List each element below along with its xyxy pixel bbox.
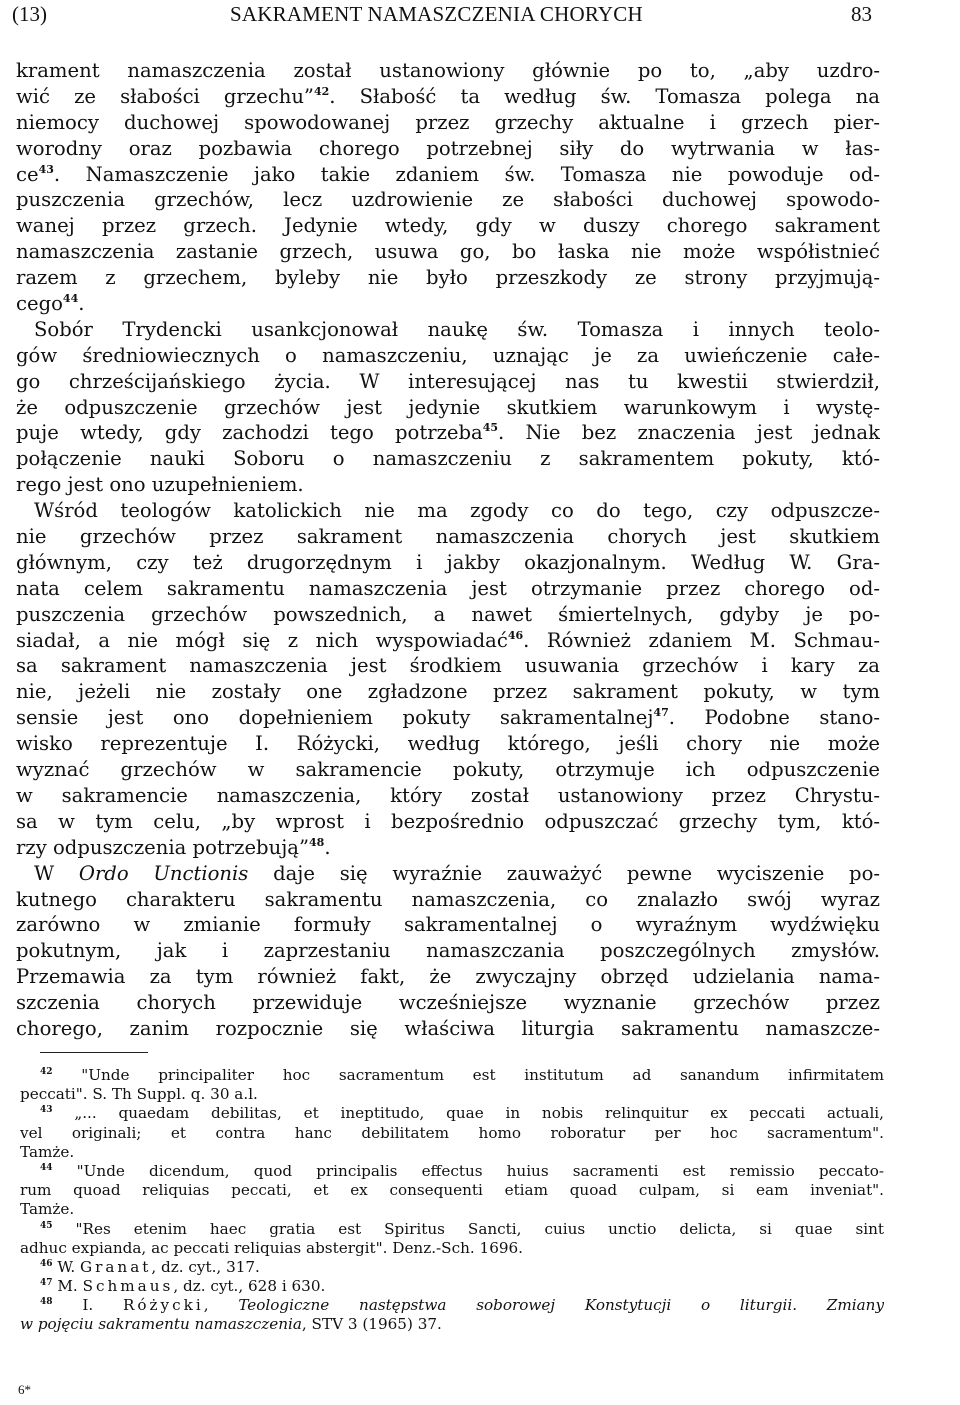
text-line: namaszczenia zastanie grzech, usuwa go, bo łaska nie może współistnieć xyxy=(16,240,880,264)
text-line: nie, jeżeli nie zostały one zgładzone przez sakrament pokuty, w tym xyxy=(16,680,880,704)
footnote-number: 42 xyxy=(40,1067,53,1077)
footnote-ref: 43 xyxy=(38,162,54,176)
author-spaced: Różycki xyxy=(122,1296,204,1315)
text-line: nie grzechów przez sakrament namaszczenia chorych jest skutkiem xyxy=(16,525,880,549)
text-line: sensie jest ono dopełnieniem pokuty sakramentalnej$^{47}$. Podobne stano- xyxy=(16,706,880,730)
text-line: głównym, czy też drugorzędnym i jakby okazjonalnym. Według W. Gra- xyxy=(16,550,880,574)
text-line: wić ze słabości grzechu”$^{42}$. Słabość ta według św. Tomasza polega na xyxy=(16,84,880,108)
text-line: go chrześcijańskiego życia. W interesującej nas tu kwestii stwierdził, xyxy=(16,369,880,393)
footnote-line: $^{47}$ M. Schmaus, dz. cyt., 628 i 630. xyxy=(40,1277,326,1296)
footnote-number: 46 xyxy=(40,1258,53,1269)
text-line: sa sakrament namaszczenia jest środkiem usuwania grzechów i kary za xyxy=(16,654,880,678)
text-line: krament namaszczenia został ustanowiony głównie po to, „aby uzdro- xyxy=(16,59,880,82)
text-line: razem z grzechem, byleby nie było przeszkody ze strony przyjmują- xyxy=(16,266,880,290)
author-spaced: Granat xyxy=(79,1257,152,1276)
text-line: zarówno w zmianie formuły sakramentalnej o wyraźnym wydźwięku xyxy=(16,913,880,937)
text-line: gów średniowiecznych o namaszczeniu, uznając je za uwieńczenie całe- xyxy=(16,343,880,367)
author-spaced: Schmaus xyxy=(82,1277,174,1296)
footnote-line: w pojęciu sakramentu namaszczenia, STV 3 (1965) 37. xyxy=(20,1315,442,1334)
text-line: w sakramencie namaszczenia, który został ustanowiony przez Chrystu- xyxy=(16,783,880,807)
text-line: puje wtedy, gdy zachodzi tego potrzeba$^{45}$. Nie bez znaczenia jest jednak xyxy=(16,421,880,445)
footnote-line: $^{48}$ I. Różycki, Teologiczne następstwa soborowej Konstytucji o liturgii. Zmiany xyxy=(40,1296,884,1315)
footnote-line: rum quoad reliquias peccati, et ex consequenti etiam quoad culpam, si eam inveniat". xyxy=(20,1181,884,1200)
text-line: sa w tym celu, „by wprost i bezpośrednio odpuszczać grzechy tym, któ- xyxy=(16,809,880,833)
text-line: szczenia chorych przewiduje wcześniejsze wyznanie grzechów przez xyxy=(16,991,880,1015)
footnote-line: $^{46}$ W. Granat, dz. cyt., 317. xyxy=(40,1257,260,1276)
footnote-separator xyxy=(40,1052,148,1053)
text-line: że odpuszczenie grzechów jest jedynie skutkiem warunkowym i wystę- xyxy=(16,395,880,419)
text-line: chorego, zanim rozpocznie się właściwa liturgia sakramentu namaszcze- xyxy=(16,1016,880,1040)
footnote-ref: 42 xyxy=(313,84,330,98)
text-line: Sobór Trydencki usankcjonował naukę św. Tomasza i innych teolo- xyxy=(34,317,880,341)
footnote-number: 43 xyxy=(40,1105,53,1116)
footnote-ref: 46 xyxy=(507,628,524,642)
text-line: W Ordo Unctionis daje się wyraźnie zauważyć pewne wyciszenie po- xyxy=(34,861,880,885)
running-header xyxy=(12,2,872,30)
footnote-ref: 45 xyxy=(482,421,499,435)
footnote-line: $^{42}$ "Unde principaliter hoc sacramentum est institutum ad sanandum infirmitatem xyxy=(40,1066,884,1084)
footnote-line: $^{44}$ "Unde dicendum, quod principalis effectus huius sacramenti est remissio peccato- xyxy=(40,1161,884,1180)
footnote-number: 45 xyxy=(40,1220,53,1231)
body-text xyxy=(16,58,880,1042)
text-line: worodny oraz pozbawia chorego potrzebnej siły do wytrwania w łas- xyxy=(16,136,880,160)
italic-title: Ordo Unctionis xyxy=(78,861,249,885)
footnote-line: $^{45}$ "Res etenim haec gratia est Spiritus Sancti, cuius unctio delicta, si quae sint xyxy=(40,1219,884,1238)
text-line: $ce^{43}$. Namaszczenie jako takie zdaniem św. Tomasza nie powoduje od- xyxy=(16,162,880,186)
footnote-number: 47 xyxy=(40,1278,53,1289)
footnote-number: 44 xyxy=(40,1162,53,1173)
text-line: wanej przez grzech. Jedynie wtedy, gdy w duszy chorego sakrament xyxy=(16,214,880,238)
text-line: pokutnym, jak i zaprzestaniu namaszczania poszczególnych zmysłów. xyxy=(16,939,880,963)
page-number: 83 xyxy=(851,2,872,26)
footnote-line: peccati". S. Th Suppl. q. 30 a.l. xyxy=(20,1085,258,1104)
footnote-ref: 44 xyxy=(62,292,79,306)
signature-mark: 6* xyxy=(18,1382,31,1397)
text-line: wisko reprezentuje I. Różycki, według którego, jeśli chory nie może xyxy=(16,732,880,756)
footnote-number: 48 xyxy=(40,1297,53,1308)
footnotes xyxy=(20,1066,884,1335)
text-line: rzy odpuszczenia potrzebują”$^{48}$. xyxy=(16,835,331,859)
footnote-ref: 48 xyxy=(309,835,325,849)
text-line: Wśród teologów katolickich nie ma zgody co do tego, czy odpuszcze- xyxy=(34,499,880,523)
page-number-left: (13) xyxy=(12,2,47,26)
text-line: Przemawia za tym również fakt, że zwyczajny obrzęd udzielania nama- xyxy=(16,965,880,989)
text-line: cego$^{44}$. xyxy=(16,292,85,316)
footnote-line: $^{43}$ „... quaedam debilitas, et ineptitudo, quae in nobis relinquitur ex peccati actuali, xyxy=(40,1104,884,1123)
footnote-ref: 47 xyxy=(653,706,669,720)
italic-title: w pojęciu sakramentu namaszczenia xyxy=(20,1315,302,1334)
text-line: kutnego charakteru sakramentu namaszczenia, co znalazło swój wyraz xyxy=(16,887,880,911)
text-line: puszczenia grzechów powszednich, a nawet śmiertelnych, gdyby je po- xyxy=(16,602,880,626)
footnote-line: vel originali; et contra hanc debilitatem homo roboratur per hoc sacramentum". xyxy=(20,1123,884,1142)
text-line: siadał, a nie mógł się z nich wyspowiadać$^{46}$. Również zdaniem M. Schmau- xyxy=(16,628,880,652)
text-line: nata celem sakramentu namaszczenia jest otrzymanie przez chorego od- xyxy=(16,576,880,600)
text-line: niemocy duchowej spowodowanej przez grzechy aktualne i grzech pier- xyxy=(16,110,880,134)
text-line: wyznać grzechów w sakramencie pokuty, otrzymuje ich odpuszczenie xyxy=(16,758,880,782)
footnote-line: Tamże. xyxy=(20,1142,75,1161)
running-title: SAKRAMENT NAMASZCZENIA CHORYCH xyxy=(230,2,643,26)
text-line: puszczenia grzechów, lecz uzdrowienie ze słabości duchowej spowodo- xyxy=(16,188,880,212)
footnote-line: adhuc expianda, ac peccati reliquias abstergit". Denz.-Sch. 1696. xyxy=(20,1238,524,1257)
text-line: połączenie nauki Soboru o namaszczeniu z sakramentem pokuty, któ- xyxy=(16,447,880,471)
text-line: rego jest ono uzupełnieniem. xyxy=(16,473,304,497)
footnote-line: Tamże. xyxy=(20,1200,75,1219)
italic-title: Teologiczne następstwa soborowej Konstytucji o liturgii. Zmiany xyxy=(238,1296,884,1315)
